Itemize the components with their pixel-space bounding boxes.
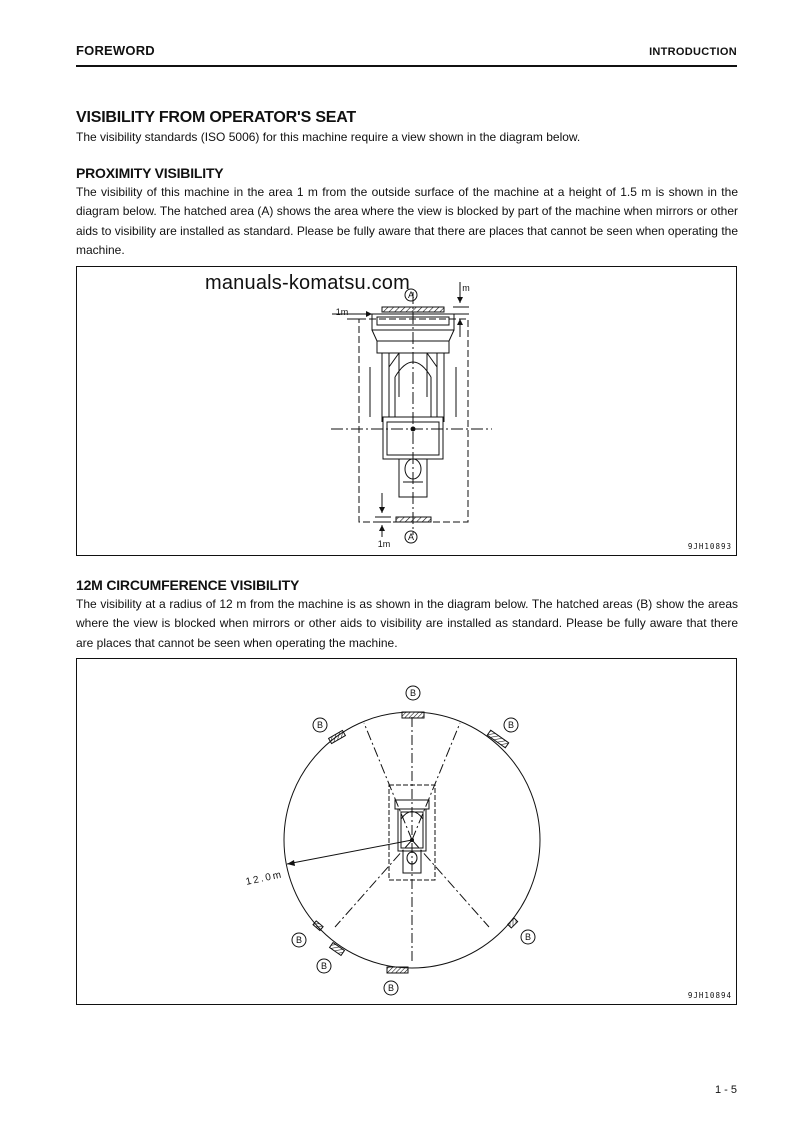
label-b-lower-left-2: B [320,961,328,971]
proximity-diagram [77,267,736,555]
figure-code-2: 9JH10894 [687,991,732,1000]
circumference-figure [76,658,737,1005]
section-intro: The visibility standards (ISO 5006) for this machine require a view shown in the diagram below. [76,130,581,144]
header-foreword: FOREWORD [76,43,155,58]
dim-left-1m: 1m [335,307,349,317]
label-b-upper-left: B [316,720,324,730]
label-b-top: B [409,688,417,698]
page-number: 1 - 5 [714,1084,737,1096]
radius-label: 12.0m [244,869,285,888]
label-b-upper-right: B [507,720,515,730]
label-b-bottom: B [387,983,395,993]
label-b-lower-right: B [524,932,532,942]
header-rule [76,65,737,67]
circumference-body: The visibility at a radius of 12 m from the machine is as shown in the diagram below. The hatched areas (B) show the areas where the view is blocked when mirrors or other aids to visibility are installed as standard. Please be fully aware that there are places that cannot be seen when operating the machine. [76,597,738,650]
watermark: manuals-komatsu.com [205,272,410,294]
label-a-bottom: A [407,532,415,542]
figure-code-1: 9JH10893 [687,542,732,551]
circumference-title: 12M CIRCUMFERENCE VISIBILITY [76,577,300,593]
proximity-figure [76,266,737,556]
label-a-top: A [407,290,415,300]
proximity-body: The visibility of this machine in the area 1 m from the outside surface of the machine at a height of 1.5 m is shown in the diagram below. The hatched area (A) shows the area where the view is blocked by part of the machine when mirrors or other aids to visibility are installed as standard. Please be fully aware that there are places that cannot be seen when operating the machine. [76,185,738,257]
circumference-diagram [77,659,736,1004]
section-title: VISIBILITY FROM OPERATOR'S SEAT [76,109,357,126]
header-introduction: INTRODUCTION [649,46,737,58]
label-b-lower-left: B [295,935,303,945]
proximity-title: PROXIMITY VISIBILITY [76,165,224,181]
dim-right-m: m [462,283,470,293]
dim-bottom-1m: 1m [377,539,391,549]
